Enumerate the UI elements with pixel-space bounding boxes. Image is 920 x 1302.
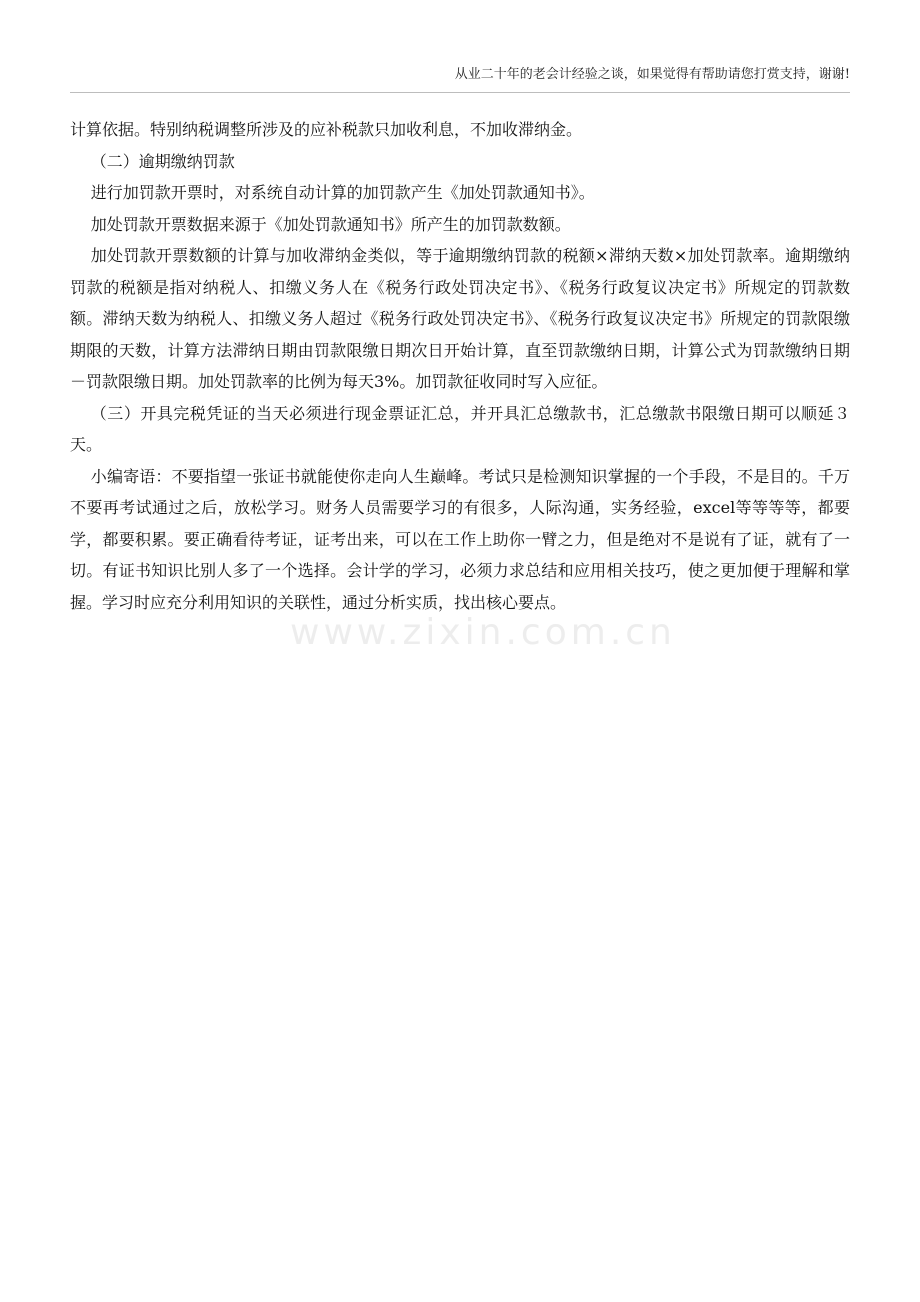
paragraph-data-source: 加处罚款开票数据来源于《加处罚款通知书》所产生的加罚款数额。	[90, 214, 571, 234]
header-note: 从业二十年的老会计经验之谈，如果觉得有帮助请您打赏支持，谢谢!	[454, 67, 850, 82]
paragraph-fine-invoicing: 进行加罚款开票时，对系统自动计算的加罚款产生《加处罚款通知书》。	[90, 183, 595, 202]
section-heading-overdue-fines: （二）逾期缴纳罚款	[90, 151, 235, 171]
document-body	[70, 114, 850, 618]
watermark: www.zixin.com.cn	[290, 612, 676, 653]
section-tax-voucher: （三）开具完税凭证的当天必须进行现金票证汇总，并开具汇总缴款书，汇总缴款书限缴日期可以顺延３天。	[70, 403, 850, 454]
header-divider	[70, 92, 850, 93]
paragraph-continuation: 计算依据。特别纳税调整所涉及的应补税款只加收利息，不加收滞纳金。	[70, 120, 583, 139]
paragraph-editor-note: 小编寄语：不要指望一张证书就能使你走向人生巅峰。考试只是检测知识掌握的一个手段，不是目的。千万不要再考试通过之后，放松学习。财务人员需要学习的有很多，人际沟通，实务经验，excel等等等等，都要学，都要积累。要正确看待考证，证考出来，可以在工作上助你一臂之力，但是绝对不是说有了证，就有了一切。有证书知识比别人多了一个选择。会计学的学习，必须力求总结和应用相关技巧，使之更加便于理解和掌握。学习时应充分利用知识的关联性，通过分析实质，找出核心要点。	[70, 466, 850, 612]
paragraph-fine-calculation: 加处罚款开票数额的计算与加收滞纳金类似，等于逾期缴纳罚款的税额×滞纳天数×加处罚款率。逾期缴纳罚款的税额是指对纳税人、扣缴义务人在《税务行政处罚决定书》、《税务行政复议决定书》所规定的罚款数额。滞纳天数为纳税人、扣缴义务人超过《税务行政处罚决定书》、《税务行政复议决定书》所规定的罚款限缴期限的天数，计算方法滞纳日期由罚款限缴日期次日开始计算，直至罚款缴纳日期，计算公式为罚款缴纳日期－罚款限缴日期。加处罚款率的比例为每天3%。加罚款征收同时写入应征。	[70, 246, 850, 391]
